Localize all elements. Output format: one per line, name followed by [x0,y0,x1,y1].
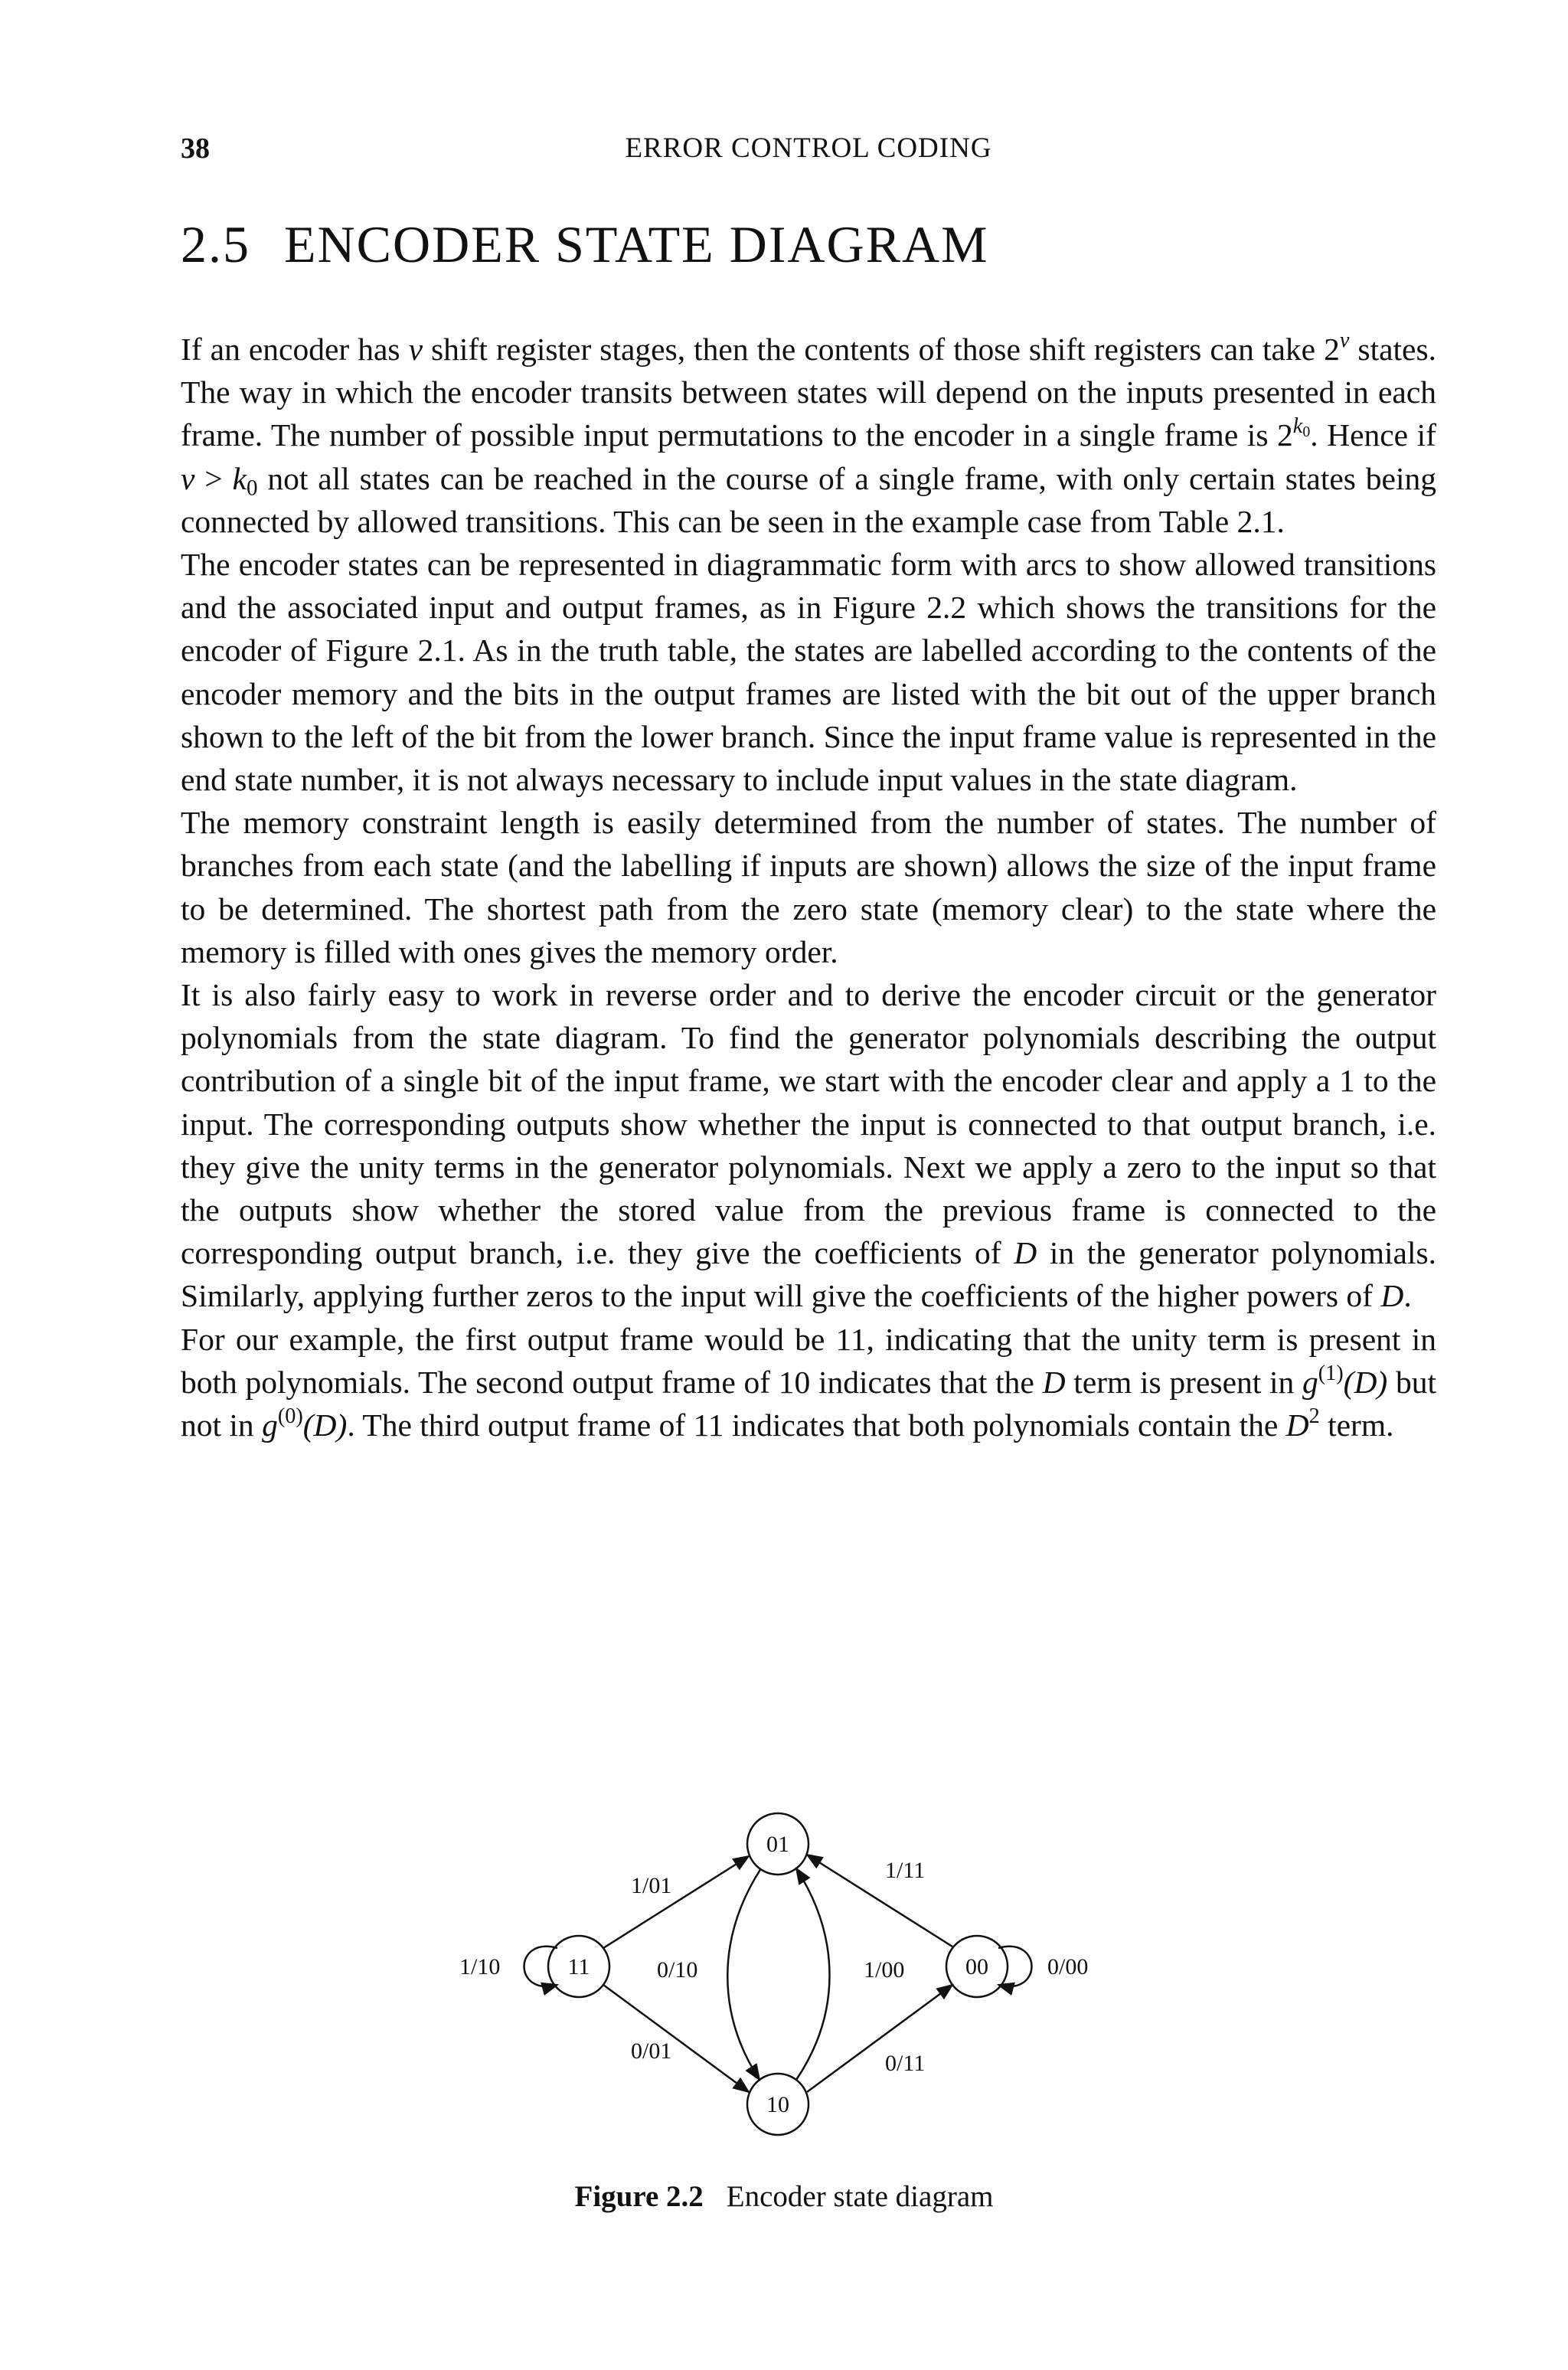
page-number: 38 [181,132,210,165]
state-diagram [429,1807,1194,2159]
transition-label-01-10: 0/10 [657,1957,698,1983]
paragraph-4: It is also fairly easy to work in reverse order and to derive the encoder circuit or the generator polynomials from the state diagram. To find the generator polynomials describing the output contribution of a single bit of the input frame, we start with the encoder clear and apply a 1 to the input. The corresponding outputs show whether the input is connected to that output branch, i.e. they give the unity terms in the generator polynomials. Next we apply a zero to the input so that the outputs show whether the stored value from the previous frame is connected to the corresponding output branch, i.e. they give the coefficients of D in the generator polynomials. Similarly, applying further zeros to the input will give the coefficients of the higher powers of D. [181,977,1436,1314]
edge-11-to-01 [603,1856,749,1948]
state-10-label: 10 [766,2092,789,2117]
transition-label-10-01: 1/00 [864,1957,905,1983]
edge-10-to-01 [796,1868,830,2080]
edge-10-to-00 [807,1985,952,2092]
state-diagram-figure [429,1807,1194,2159]
paragraph-5: For our example, the first output frame would be 11, indicating that the unity term is present in both polynomials. The second output frame of 10 indicates that the D term is present in $g^{(1)}(D)$ but not in $g^{(0)}(D)$. The third output frame of 11 indicates that both polynomials contain the $D^2$ term. [181,1321,1437,1443]
transition-label-11-01: 1/01 [631,1873,672,1898]
transition-label-self-00: 0/00 [1047,1954,1089,1979]
edge-11-to-10 [603,1985,749,2092]
paragraph-1: If an encoder has v shift register stages, then the contents of those shift registers can take 2$^v$ states. The way in which the encoder transits between states will depend on the inputs presented in each frame. The number of possible input permutations to the encoder in a single frame is $2^{k_0}$. Hence if $v > k_0$ not all states can be reached in the course of a single frame, with only certain states being connected by allowed transitions. This can be seen in the example case from Table 2.1. [181,329,1436,539]
figure-caption [0,2179,1568,2214]
edge-01-to-10 [727,1868,761,2080]
paragraph-2: The encoder states can be represented in diagrammatic form with arcs to show allowed transitions and the associated input and output frames, as in Figure 2.2 which shows the transitions for the encoder of Figure 2.1. As in the truth table, the states are labelled according to the contents of the encoder memory and the bits in the output frames are listed with the bit out of the upper branch shown to the left of the bit from the lower branch. Since the input frame value is represented in the end state number, it is not always necessary to include input values in the state diagram. [181,547,1436,798]
figure-caption-text: Encoder state diagram [726,2180,994,2213]
section-number: 2.5 [181,215,250,273]
edge-00-to-01 [807,1855,952,1947]
state-11-label: 11 [567,1954,590,1979]
body-text [181,328,1436,1447]
transition-label-00-01: 1/11 [885,1858,926,1883]
figure-caption-label: Figure 2.2 [574,2180,704,2213]
transition-label-11-10: 0/01 [631,2038,672,2064]
section-title: ENCODER STATE DIAGRAM [284,215,989,273]
state-01-label: 01 [766,1832,789,1857]
running-title: ERROR CONTROL CODING [625,132,992,164]
running-head [181,132,1436,172]
transition-label-10-00: 0/11 [885,2051,926,2076]
state-00-label: 00 [965,1954,988,1979]
transition-label-self-11: 1/10 [459,1954,501,1979]
section-heading [181,214,989,275]
paragraph-3: The memory constraint length is easily determined from the number of states. The number of branches from each state (and the labelling if inputs are shown) allows the size of the input frame to be determined. The shortest path from the zero state (memory clear) to the state where the memory is filled with ones gives the memory order. [181,805,1436,969]
